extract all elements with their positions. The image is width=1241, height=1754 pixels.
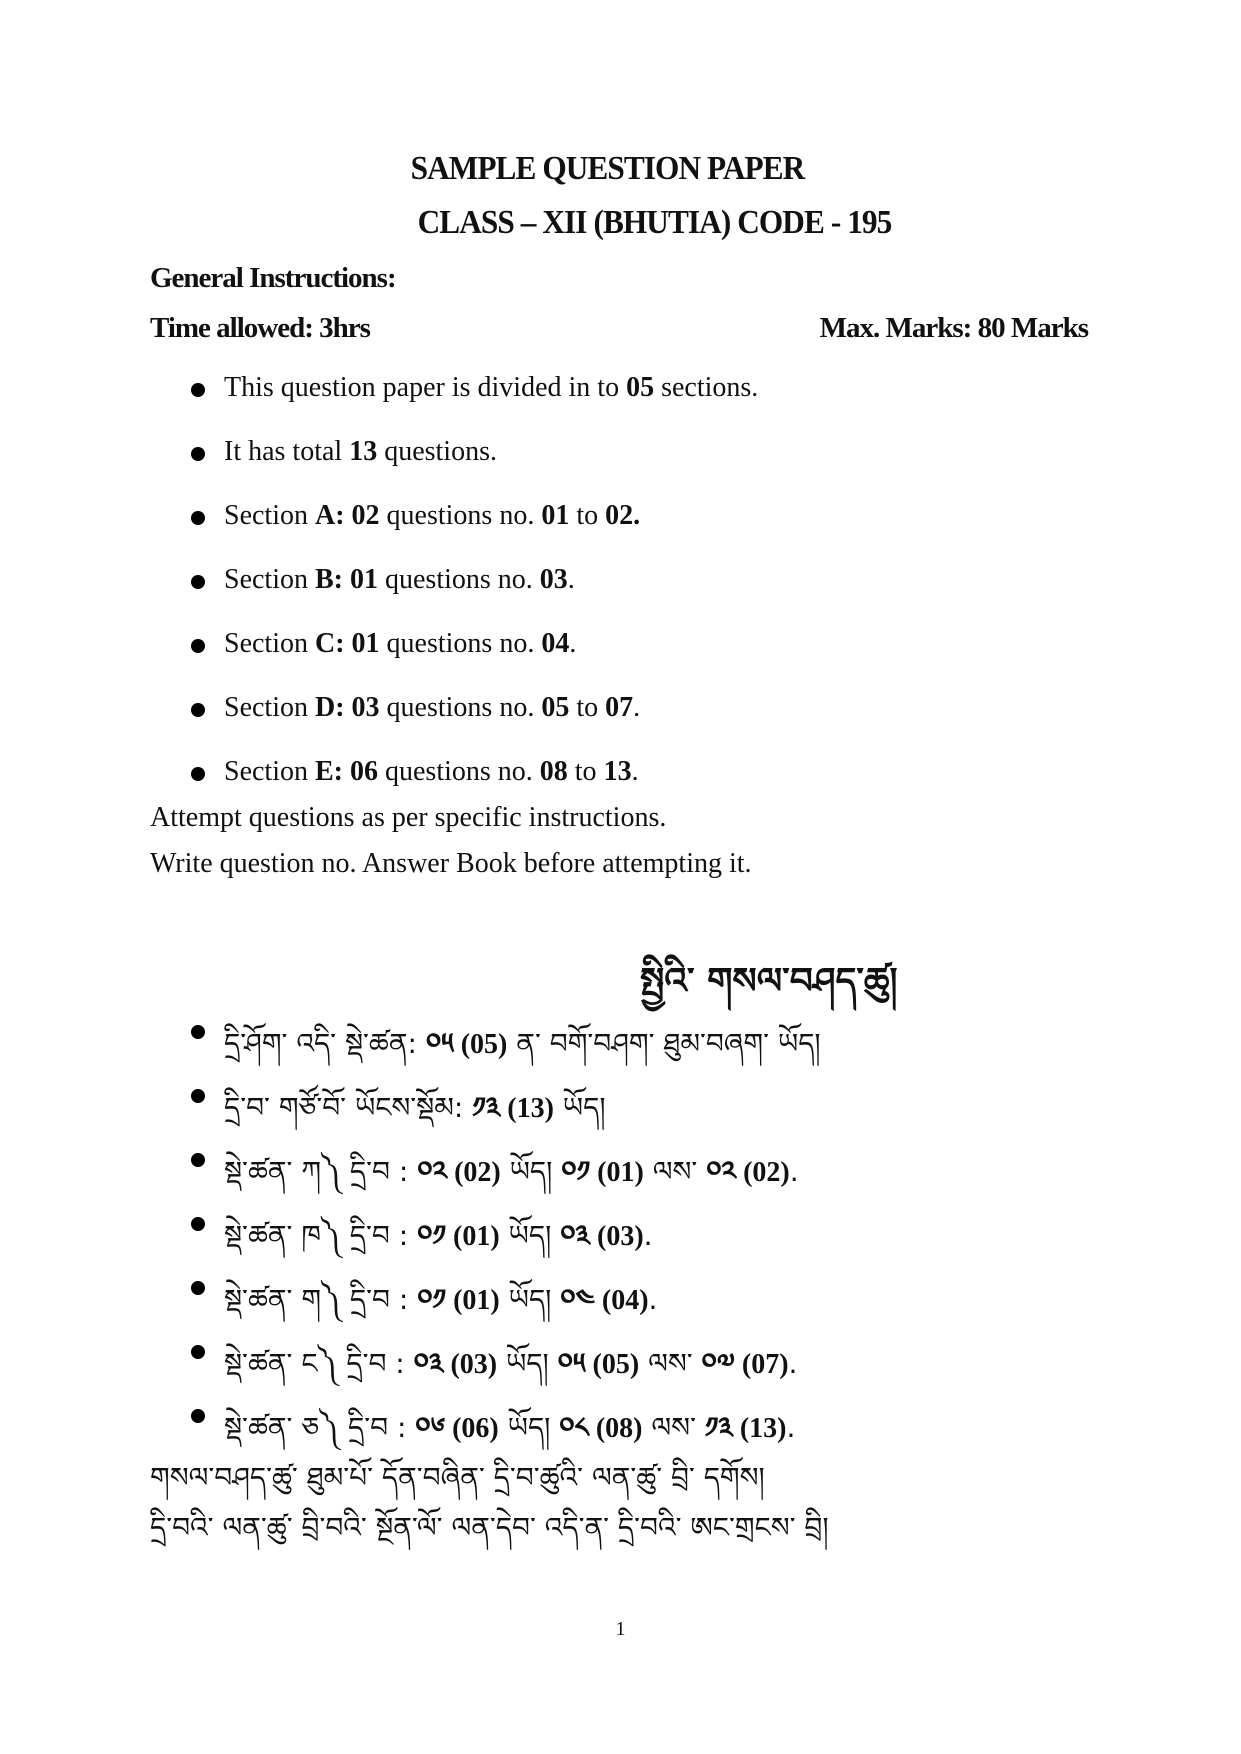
time-allowed: Time allowed: 3hrs xyxy=(150,312,370,344)
tibetan-attempt-instruction: གསལ་བཤད་ཚུ་ ཐུམ་པོ་ དོན་བཞིན་ དྲི་བ་ཚུའི་ ལན་ཚུ་ བྲི་ དགོས། xyxy=(150,1461,765,1494)
class-code-title: CLASS – XII (BHUTIA) CODE - 195 xyxy=(417,204,892,241)
item-text: སྡེ་ཚན་ ཁ༽ དྲི་བ : xyxy=(224,1219,418,1252)
general-instructions-heading: General Instructions: xyxy=(150,262,396,294)
item-number: ༠༡ (01) xyxy=(561,1157,644,1188)
list-item xyxy=(224,500,640,532)
item-number: 08 xyxy=(539,756,568,787)
item-text: སྡེ་ཚན་ ཅ༽ དྲི་བ : xyxy=(224,1411,416,1444)
item-text: to xyxy=(567,756,604,787)
section-label: B: 01 xyxy=(315,564,378,595)
item-text: ཡོད། xyxy=(499,1219,561,1252)
list-item xyxy=(224,372,758,404)
item-number: ༠༥ (05) xyxy=(425,1029,508,1060)
item-number: ༠༤ (04) xyxy=(560,1285,649,1316)
item-text: questions no. xyxy=(378,564,540,595)
paper-title: SAMPLE QUESTION PAPER xyxy=(410,150,805,187)
item-text: questions. xyxy=(377,436,497,467)
item-number: ༠༣ (03) xyxy=(413,1349,498,1380)
item-number: ༠༢ (02) xyxy=(417,1157,501,1188)
item-number: ༠༧ (07) xyxy=(701,1349,789,1380)
list-item xyxy=(224,692,640,724)
item-text: . xyxy=(789,1155,799,1188)
tibetan-instructions-title: སྤྱིའི་ གསལ་བཤད་ཚུ། xyxy=(640,961,898,1002)
item-text: sections. xyxy=(654,372,759,403)
write-instruction: Write question no. Answer Book before attempting it. xyxy=(150,848,752,879)
section-label: E: 06 xyxy=(315,756,378,787)
item-text: This question paper is divided in to xyxy=(224,372,627,403)
item-text: . xyxy=(643,1219,653,1252)
item-number: 13 xyxy=(603,756,632,787)
max-marks: Max. Marks: 80 Marks xyxy=(819,312,1088,344)
item-text: to xyxy=(569,500,606,531)
item-number: ༡༣ (13) xyxy=(704,1413,787,1444)
item-text: . xyxy=(631,756,639,787)
item-text: Section xyxy=(224,628,315,659)
item-number: 07 xyxy=(605,692,634,723)
item-text: . xyxy=(567,564,575,595)
item-text: ལས་ xyxy=(642,1411,705,1444)
item-text: Section xyxy=(224,564,315,595)
item-number: ༠༡ (01) xyxy=(417,1221,500,1252)
item-text: ཡོད། xyxy=(498,1411,560,1444)
attempt-instruction: Attempt questions as per specific instructions. xyxy=(150,802,667,833)
item-text: Section xyxy=(224,500,315,531)
list-item xyxy=(224,756,639,788)
list-item xyxy=(224,564,575,596)
item-text: སྡེ་ཚན་ ཀ༽ དྲི་བ : xyxy=(224,1155,418,1188)
list-item xyxy=(224,628,576,660)
item-text: . xyxy=(788,1347,798,1380)
item-number: 02. xyxy=(605,500,641,531)
item-text: ཡོད། xyxy=(497,1347,558,1380)
item-text: ན་ བགོ་བཤག་ ཐུམ་བཞག་ ཡོད། xyxy=(507,1027,821,1060)
item-number: 13 xyxy=(349,436,378,467)
item-number: ༠༨ (08) xyxy=(559,1413,643,1444)
item-text: Section xyxy=(224,692,315,723)
item-number: 05 xyxy=(541,692,570,723)
item-number: ༠༦ (06) xyxy=(415,1413,499,1444)
item-number: ༡༣ (13) xyxy=(472,1093,554,1124)
item-text: It has total xyxy=(224,436,350,467)
item-text: སྡེ་ཚན་ ང༽ དྲི་བ : xyxy=(224,1347,414,1380)
item-text: questions no. xyxy=(379,692,542,723)
item-text: questions no. xyxy=(379,500,542,531)
item-text: ཡོད། xyxy=(499,1283,561,1316)
section-label: A: 02 xyxy=(315,500,380,531)
item-text: . xyxy=(648,1283,658,1316)
item-number: 04 xyxy=(541,628,570,659)
item-number: ༠༣ (03) xyxy=(560,1221,644,1252)
item-text: ལས་ xyxy=(643,1155,707,1188)
item-number: ༠༢ (02) xyxy=(706,1157,790,1188)
item-text: ཡོད། xyxy=(553,1091,606,1124)
item-number: 05 xyxy=(626,372,655,403)
item-text: ཡོད། xyxy=(500,1155,562,1188)
item-text: ལས་ xyxy=(639,1347,702,1380)
item-number: ༠༥ (05) xyxy=(557,1349,640,1380)
item-number: 01 xyxy=(541,500,570,531)
item-text: questions no. xyxy=(379,628,542,659)
tibetan-write-instruction: དྲི་བའི་ ལན་ཚུ་ བྲི་བའི་ སྔོན་ལོ་ ལན་དེབ་ འདི་ན་ དྲི་བའི་ ཨང་གྲངས་ བྲི། xyxy=(150,1511,829,1544)
item-text: དྲི་བ་ གཙོ་བོ་ ཡོངས་སྡོམ: xyxy=(224,1091,473,1124)
item-text: སྡེ་ཚན་ ག༽ དྲི་བ : xyxy=(224,1283,418,1316)
list-item xyxy=(224,436,497,468)
item-text: Section xyxy=(224,756,315,787)
page-number: 1 xyxy=(615,1618,626,1640)
item-text: to xyxy=(569,692,606,723)
item-text: . xyxy=(569,628,577,659)
item-text: . xyxy=(633,692,641,723)
item-number: ༠༡ (01) xyxy=(417,1285,500,1316)
section-label: D: 03 xyxy=(315,692,380,723)
item-number: 03 xyxy=(539,564,568,595)
item-text: questions no. xyxy=(378,756,540,787)
section-label: C: 01 xyxy=(315,628,380,659)
item-text: དྲི་ཤོག་ འདི་ སྡེ་ཚན: xyxy=(224,1027,426,1060)
item-text: . xyxy=(786,1411,796,1444)
